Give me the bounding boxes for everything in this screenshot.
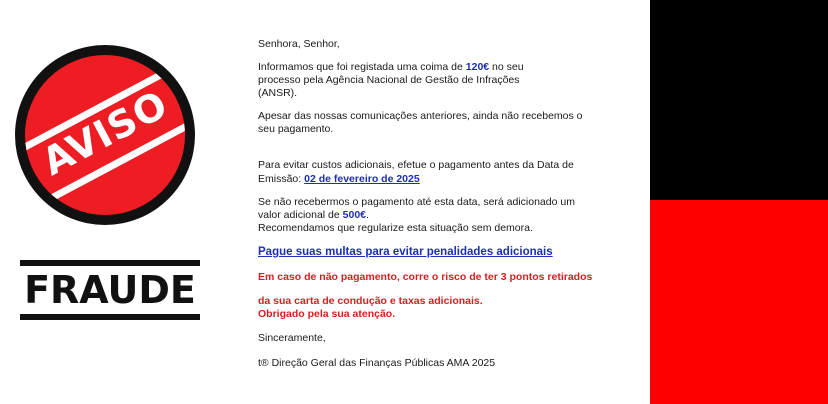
email-p1-line2: processo pela Agência Nacional de Gestão de Infrações [258,74,520,86]
aviso-badge-inner [25,55,185,215]
aviso-label: AVISO [35,81,175,185]
extra-amount: 500€ [342,209,366,221]
email-p4-line2 [258,209,369,222]
fraude-block [20,260,200,320]
email-p1-post: no seu [489,61,524,73]
email-p4-post: . [366,209,369,221]
email-closing: Sinceramente, [258,332,326,344]
email-p4-line1: Se não recebermos o pagamento até esta data, será adicionado um [258,196,575,208]
email-p1-line1 [258,61,524,74]
email-p2-line2: seu pagamento. [258,123,334,135]
fraude-bottom-bar [20,314,200,320]
warning-line1: Em caso de não pagamento, corre o risco de ter 3 pontos retirados [258,271,593,283]
email-p1-pre: Informamos que foi registada uma coima de [258,61,466,73]
deadline-date-link[interactable]: 02 de fevereiro de 2025 [304,173,420,185]
email-p2-line1: Apesar das nossas comunicações anteriores, ainda não recebemos o [258,110,583,122]
email-signature: t® Direção Geral das Finanças Públicas AMA 2025 [258,357,496,369]
email-p3-line2 [258,173,420,186]
fraude-label: FRAUDE [24,268,196,312]
aviso-badge [15,45,195,225]
flag-black-band [650,0,828,200]
email-p3-pre: Emissão: [258,173,305,185]
email-greeting: Senhora, Senhor, [258,38,340,50]
fine-amount: 120€ [465,61,490,73]
email-p4-pre: valor adicional de [258,209,343,221]
warning-line2: da sua carta de condução e taxas adicionais. [258,295,483,307]
pay-fines-link[interactable]: Pague suas multas para evitar penalidades adicionais [258,246,553,258]
warning-line3: Obrigado pela sua atenção. [258,308,396,320]
email-p1-line3: (ANSR). [258,87,298,99]
flag-red-band [650,200,828,404]
email-p3-line1: Para evitar custos adicionais, efetue o pagamento antes da Data de [258,159,574,171]
email-p4-line3: Recomendamos que regularize esta situação sem demora. [258,222,533,234]
